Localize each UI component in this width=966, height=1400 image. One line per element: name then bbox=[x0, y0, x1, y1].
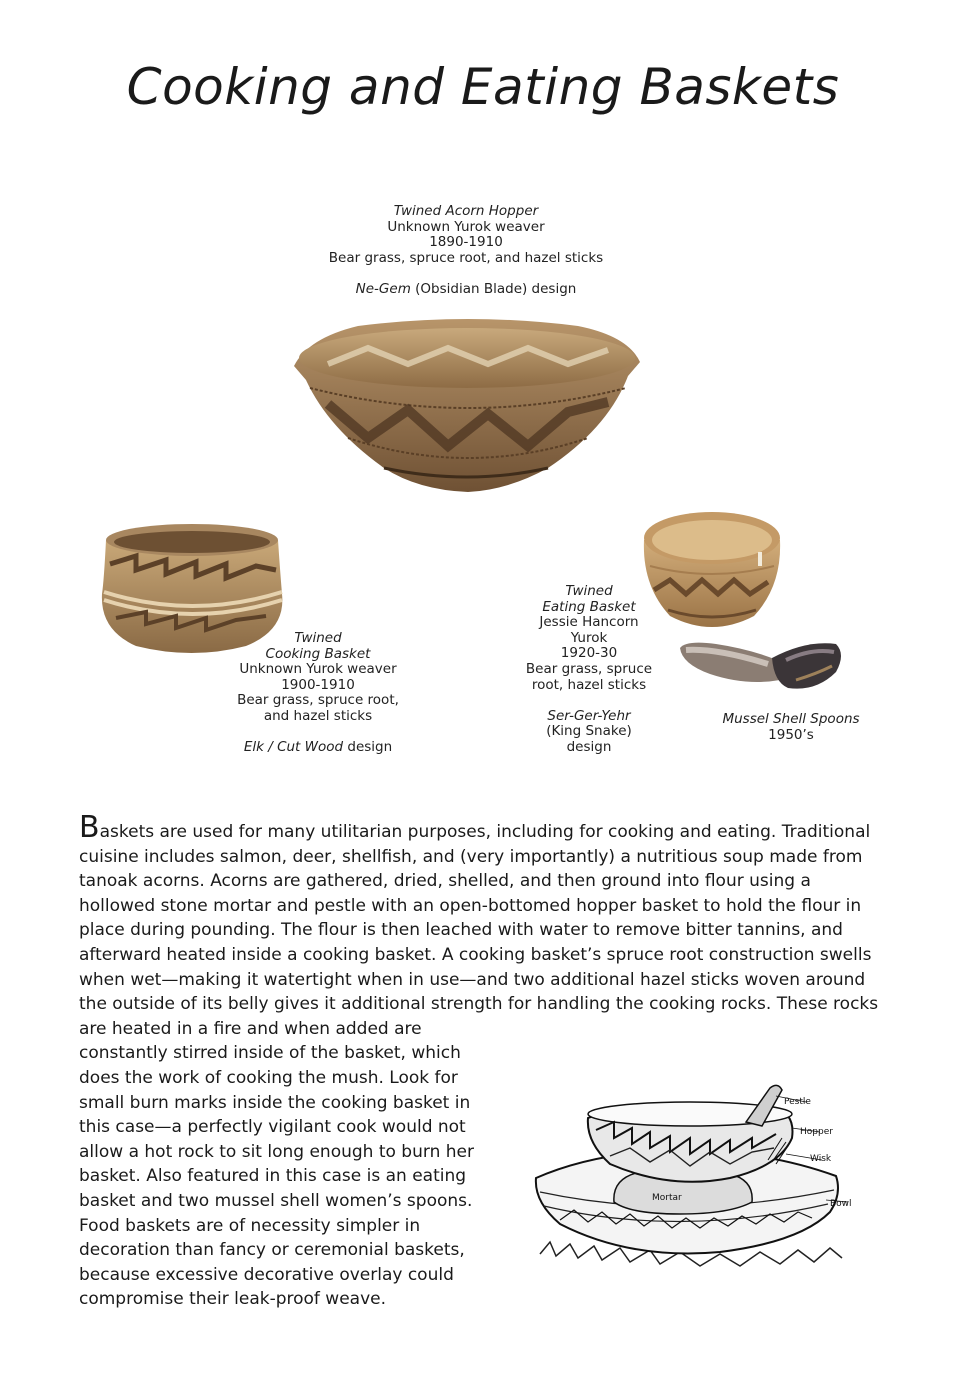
cooking-line1: Twined bbox=[294, 630, 342, 646]
cooking-design-name: Elk / Cut Wood bbox=[243, 739, 344, 756]
hopper-design-rest: (Obsidian Blade) design bbox=[410, 280, 577, 297]
eating-materials-1: Bear grass, spruce bbox=[525, 660, 653, 677]
eating-date: 1920-30 bbox=[560, 645, 618, 662]
label-hopper: Hopper bbox=[800, 1127, 833, 1137]
hopper-design bbox=[283, 282, 649, 298]
label-bowl: Bowl bbox=[830, 1199, 852, 1209]
label-mortar: Mortar bbox=[652, 1193, 682, 1203]
eating-line1: Twined bbox=[565, 583, 613, 599]
acorn-hopper-basket-image bbox=[288, 318, 646, 494]
hopper-caption bbox=[283, 204, 649, 298]
cooking-line2: Cooking Basket bbox=[265, 645, 371, 662]
body-wide-text: askets are used for many utilitarian purposes, including for cooking and eating. Traditional cuisine includes salmon, deer, shellfish, and (very importantly) a nutritious soup made from tanoak acorns. Acorns are gathered, dried, shelled, and then ground into flour using a hollowed stone mortar and pestle with an open-bottomed hopper basket to hold the flour in place during pounding. The flour is then leached with water to remove bitter tannins, and afterward heated inside a cooking basket. A cooking basket’s spruce root construction swells when wet—making it watertight when in use—and two additional hazel sticks woven around the outside of its belly gives it additional strength for handling the cooking rocks. These rocks are heated in a fire and when added are bbox=[79, 822, 879, 1039]
hopper-name: Twined Acorn Hopper bbox=[393, 203, 539, 219]
hopper-date: 1890-1910 bbox=[429, 234, 503, 251]
label-pestle: Pestle bbox=[784, 1097, 811, 1107]
hopper-maker: Unknown Yurok weaver bbox=[387, 218, 545, 235]
spoons-caption bbox=[700, 712, 882, 743]
cooking-design-rest: design bbox=[343, 739, 393, 756]
eating-design-line3: design bbox=[566, 738, 612, 755]
eating-tribe: Yurok bbox=[570, 629, 608, 646]
cooking-maker: Unknown Yurok weaver bbox=[239, 661, 397, 678]
body-narrow-text: constantly stirred inside of the basket, which does the work of cooking the mush. Look for small burn marks inside the cooking basket in this case—a perfectly vigilant cook would not allow a hot rock to sit long enough to burn her basket. Also featured in this case is an eating basket and two mussel shell women’s spoons. Food baskets are of necessity simpler in decoration than fancy or ceremonial baskets, because excessive decorative overlay could compromise their leak-proof weave. bbox=[79, 1043, 474, 1310]
cooking-caption bbox=[218, 631, 418, 756]
cooking-materials-2: and hazel sticks bbox=[263, 707, 373, 724]
eating-caption bbox=[508, 584, 670, 756]
hopper-design-name: Ne-Gem bbox=[355, 280, 411, 297]
eating-line2: Eating Basket bbox=[542, 598, 636, 615]
eating-maker: Jessie Hancorn bbox=[539, 614, 639, 631]
label-wisk: Wisk bbox=[810, 1154, 832, 1164]
cooking-design bbox=[218, 740, 418, 756]
cooking-date: 1900-1910 bbox=[281, 676, 355, 693]
eating-design-line2: (King Snake) bbox=[546, 723, 632, 740]
eating-materials-2: root, hazel sticks bbox=[531, 676, 647, 693]
mussel-shell-spoons-image bbox=[676, 634, 846, 696]
body-dropcap: B bbox=[79, 810, 100, 845]
page-title: Cooking and Eating Baskets bbox=[126, 58, 840, 116]
mortar-hopper-illustration bbox=[530, 1082, 875, 1274]
spoons-name: Mussel Shell Spoons bbox=[722, 711, 860, 727]
hopper-materials: Bear grass, spruce root, and hazel sticks bbox=[328, 249, 604, 266]
cooking-materials-1: Bear grass, spruce root, bbox=[237, 692, 399, 709]
spoons-date: 1950’s bbox=[768, 726, 814, 743]
eating-design-name: Ser-Ger-Yehr bbox=[547, 707, 631, 724]
